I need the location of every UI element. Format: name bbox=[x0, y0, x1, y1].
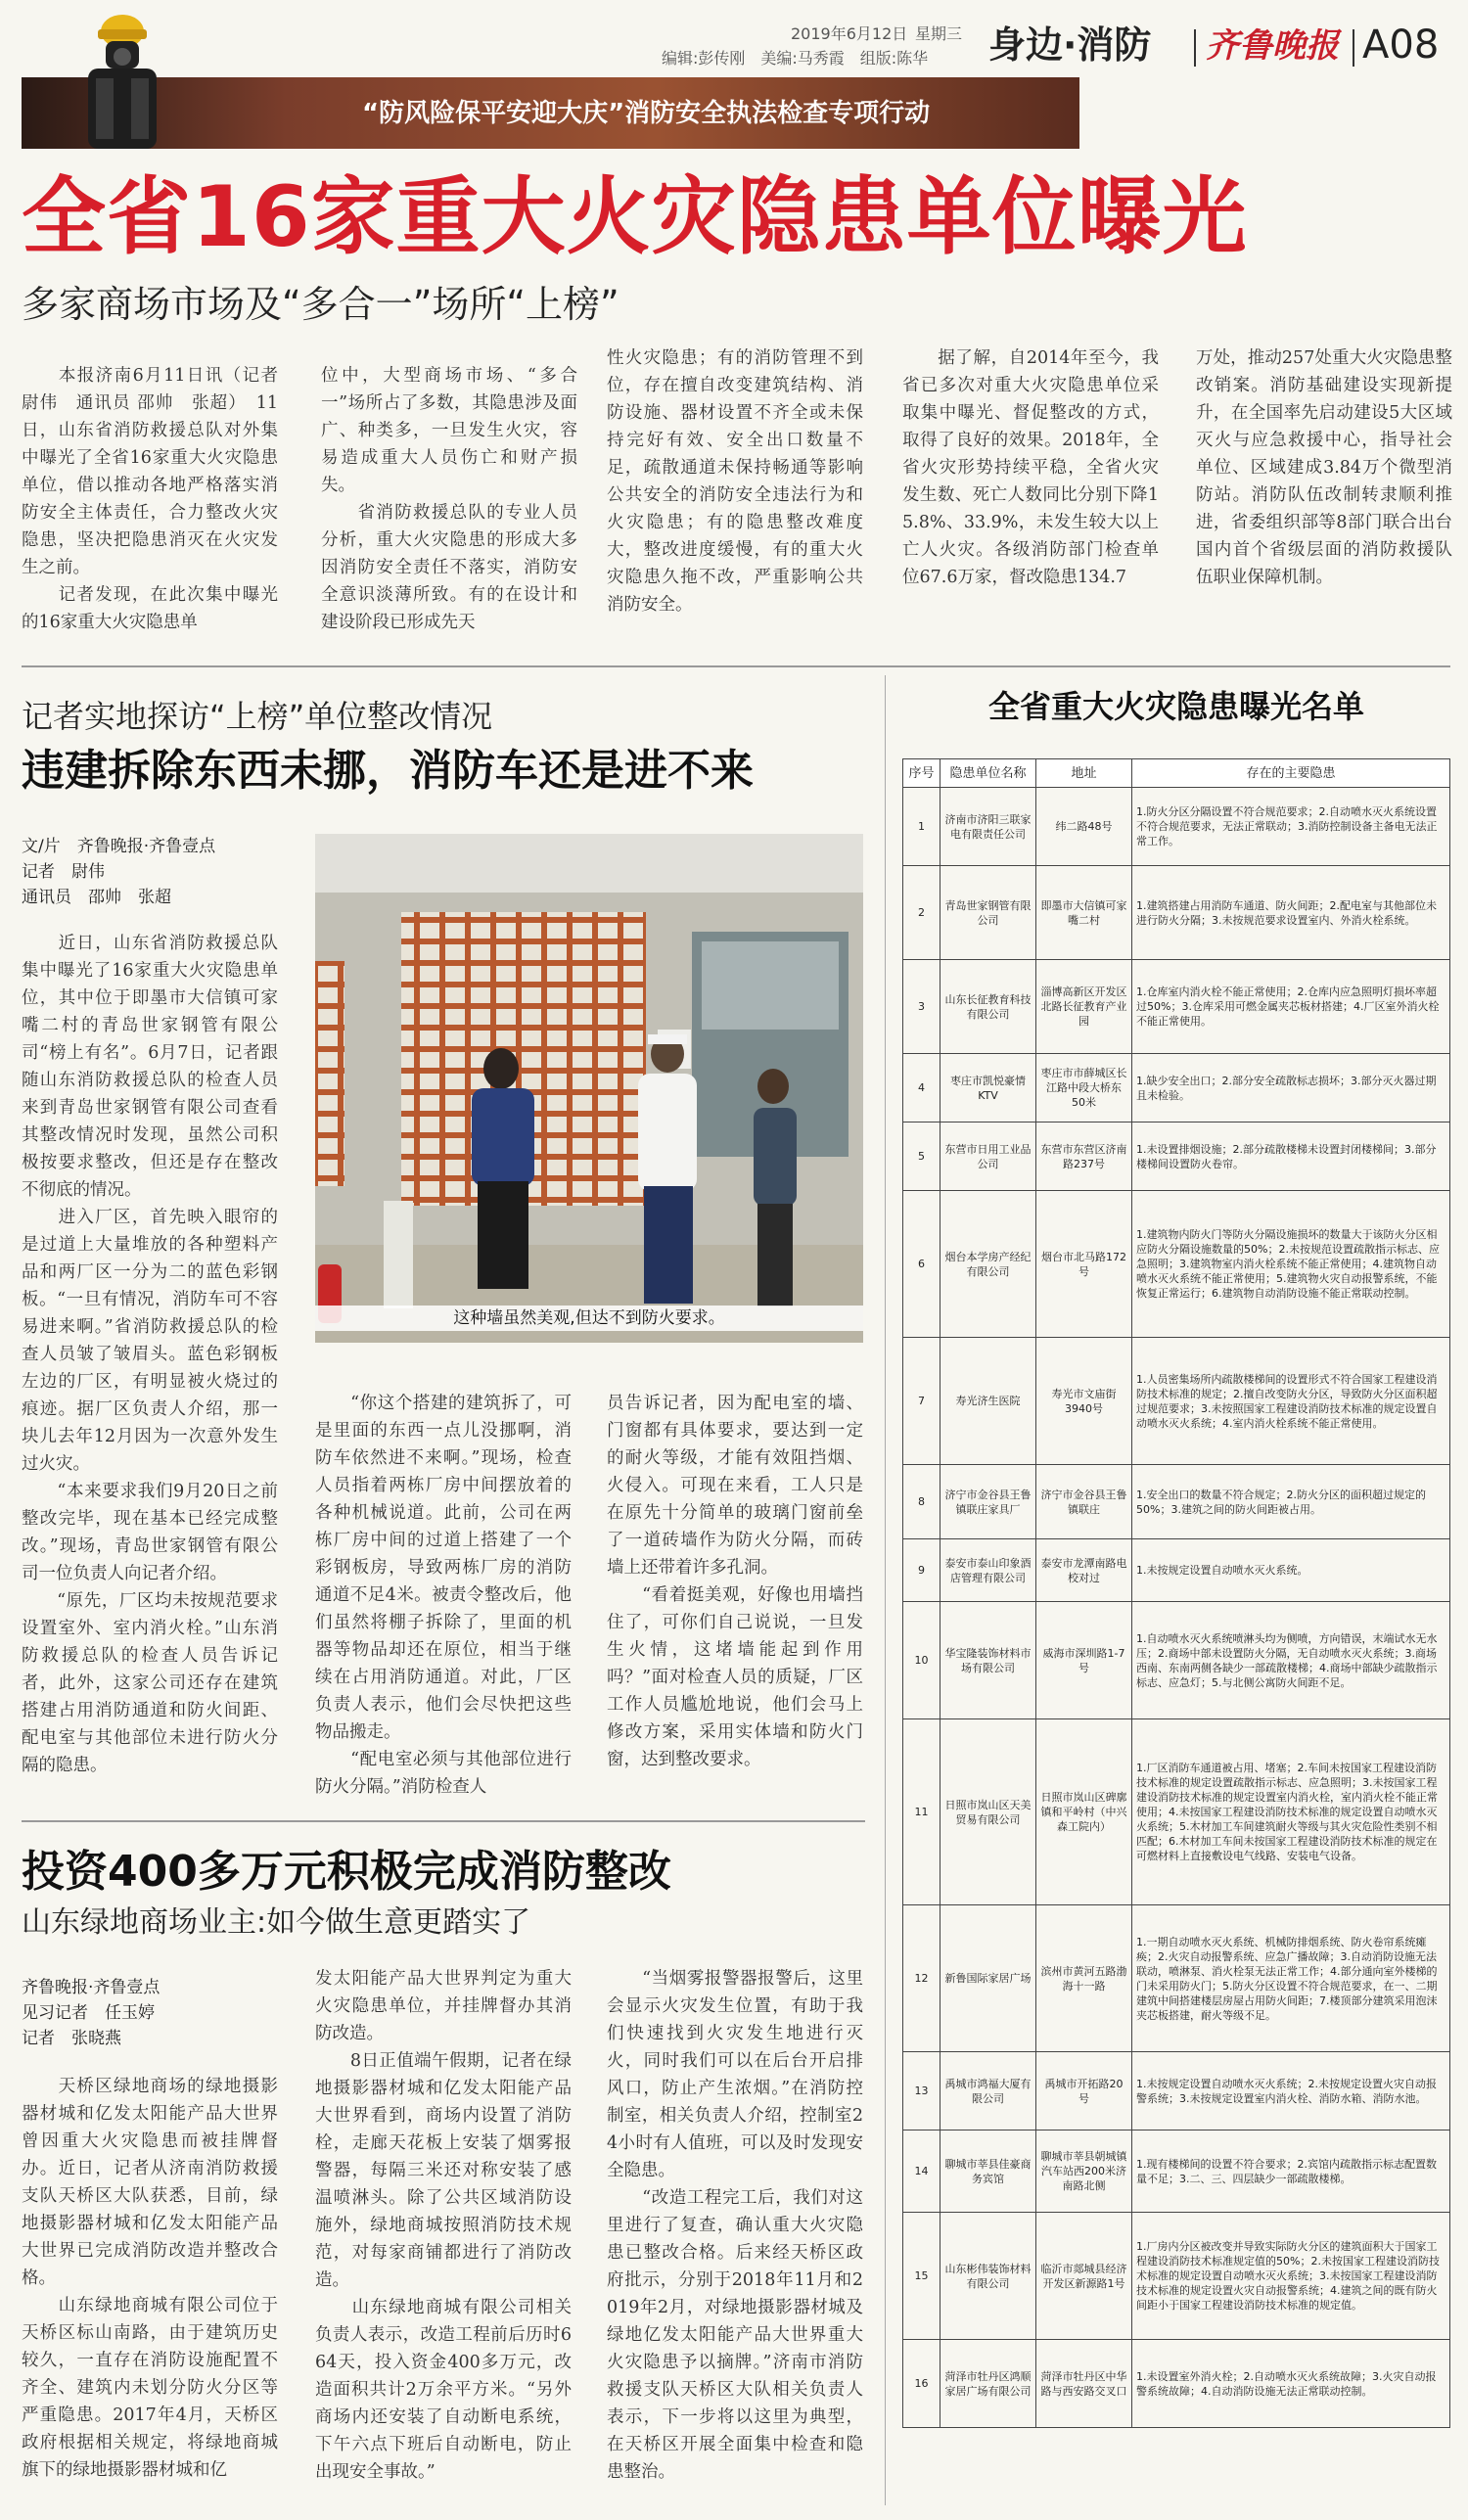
cell-hazards: 1.现有楼梯间的设置不符合要求；2.宾馆内疏散指示标志配置数量不足；3.二、三、四层缺少一部疏散楼梯。 bbox=[1132, 2131, 1450, 2213]
cell-address: 泰安市龙潭南路电校对过 bbox=[1036, 1539, 1132, 1602]
story1-headline: 违建拆除东西未挪，消防车还是进不来 bbox=[22, 746, 754, 796]
story1-byline bbox=[22, 834, 305, 910]
cell-hazards: 1.厂房内分区被改变并导致实际防火分区的建筑面积大于国家工程建设消防技术标准规定值的50%；2.未按国家工程建设消防技术标准的规定设置自动喷水灭火系统；3.未按国家工程建设消防技术标准的规定设置火灾自动报警系统；4.建筑之间的既有防火间距小于国家工程建设消防技术标准的规定值。 bbox=[1132, 2213, 1450, 2340]
cell-unit: 东营市日用工业品公司 bbox=[940, 1123, 1036, 1191]
lead-column-5: 万处，推动257处重大火灾隐患整改销案。消防基础建设实现新提升，在全国率先启动建设5大区域灭火与应急救援中心，指导社会单位、区域建成3.84万个微型消防站。消防队伍改制转隶顺利推进，省委组织部等8部门联合出台国内首个省级层面的消防救援队伍职业保障机制。 bbox=[1196, 348, 1452, 587]
cell-address: 日照市岚山区碑廓镇和平岭村（中兴森工院内） bbox=[1036, 1719, 1132, 1905]
cell-unit: 菏泽市牡丹区鸿顺家居广场有限公司 bbox=[940, 2340, 1036, 2428]
table-row bbox=[903, 2213, 1450, 2340]
cell-address: 东营市东营区济南路237号 bbox=[1036, 1123, 1132, 1191]
cell-unit: 日照市岚山区天美贸易有限公司 bbox=[940, 1719, 1036, 1905]
cell-unit: 华宝隆装饰材料市场有限公司 bbox=[940, 1602, 1036, 1719]
byline-line: 见习记者 任玉婷 bbox=[22, 2003, 155, 2023]
cell-index: 16 bbox=[903, 2340, 940, 2428]
paper-logo: 齐鲁晚报 bbox=[1206, 26, 1339, 66]
cell-address: 聊城市莘县朝城镇汽车站西200米济南路北侧 bbox=[1036, 2131, 1132, 2213]
cell-index: 2 bbox=[903, 866, 940, 960]
column-header: 存在的主要隐患 bbox=[1132, 759, 1450, 788]
issue-date: 2019年6月12日 bbox=[791, 24, 908, 43]
table-row bbox=[903, 2340, 1450, 2428]
hazard-table bbox=[902, 758, 1450, 2428]
cell-unit: 泰安市泰山印象酒店管理有限公司 bbox=[940, 1539, 1036, 1602]
lead-headline: 全省16家重大火灾隐患单位曝光 bbox=[22, 168, 1248, 266]
story2-column-1: 天桥区绿地商场的绿地摄影器材城和亿发太阳能产品大世界曾因重大火灾隐患而被挂牌督办。近日，记者从济南消防救援支队天桥区大队获悉，目前，绿地摄影器材城和亿发太阳能产品大世界已完成消防改造并整改合格。 山东绿地商城有限公司位于天桥区标山南路，由于建筑历史较久，一直存在消防设施配置不齐全、建筑内未划分防火分区等严重隐患。2017年4月，天桥区政府根据相关规定，将绿地商城旗下的绿地摄影器材城和亿 bbox=[22, 2077, 278, 2480]
cell-index: 14 bbox=[903, 2131, 940, 2213]
story2-subhead: 山东绿地商场业主:如今做生意更踏实了 bbox=[22, 1905, 531, 1940]
firefighter-illustration bbox=[69, 8, 176, 149]
cell-unit: 聊城市莘县佳豪商务宾馆 bbox=[940, 2131, 1036, 2213]
cell-index: 13 bbox=[903, 2052, 940, 2131]
cell-index: 3 bbox=[903, 960, 940, 1054]
cell-address: 济宁市金谷县王鲁镇联庄 bbox=[1036, 1465, 1132, 1539]
table-row bbox=[903, 788, 1450, 866]
story1-column-2: “你这个搭建的建筑拆了，可是里面的东西一点儿没挪啊，消防车依然进不来啊。”现场，检查人员指着两栋厂房中间摆放着的各种机械说道。此前，公司在两栋厂房中间的过道上搭建了一个彩钢板房，导致两栋厂房的消防通道不足4米。被责令整改后，他们虽然将棚子拆除了，里面的机器等物品却还在原位，相当于继续在占用消防通道。对此，厂区负责人表示，他们会尽快把这些物品搬走。 “配电室必须与其他部位进行防火分隔。”消防检查人 bbox=[315, 1394, 572, 1797]
cell-unit: 济宁市金谷县王鲁镇联庄家具厂 bbox=[940, 1465, 1036, 1539]
cell-address: 烟台市北马路172号 bbox=[1036, 1191, 1132, 1338]
cell-index: 15 bbox=[903, 2213, 940, 2340]
cell-unit: 济南市济阳三联家电有限责任公司 bbox=[940, 788, 1036, 866]
story2-headline: 投资400多万元积极完成消防整改 bbox=[22, 1847, 671, 1897]
cell-address: 菏泽市牡丹区中华路与西安路交叉口 bbox=[1036, 2340, 1132, 2428]
table-row bbox=[903, 1054, 1450, 1123]
cell-hazards: 1.未设置室外消火栓；2.自动喷水灭火系统故障；3.火灾自动报警系统故障；4.自动消防设施无法正常联动控制。 bbox=[1132, 2340, 1450, 2428]
cell-index: 12 bbox=[903, 1905, 940, 2052]
cell-address: 禹城市开拓路20号 bbox=[1036, 2052, 1132, 2131]
table-row bbox=[903, 1539, 1450, 1602]
cell-hazards: 1.未按规定设置自动喷水灭火系统。 bbox=[1132, 1539, 1450, 1602]
issue-weekday: 星期三 bbox=[915, 24, 963, 43]
section-name: 身边·消防 bbox=[988, 23, 1152, 67]
cell-index: 7 bbox=[903, 1338, 940, 1465]
cell-index: 8 bbox=[903, 1465, 940, 1539]
cell-unit: 青岛世家钢管有限公司 bbox=[940, 866, 1036, 960]
story1-photo bbox=[315, 834, 863, 1343]
cell-hazards: 1.未按规定设置自动喷水灭火系统；2.未按规定设置火灾自动报警系统；3.未按规定设置室内消火栓、消防水箱、消防水池。 bbox=[1132, 2052, 1450, 2131]
header-banner-text: “防风险保平安迎大庆”消防安全执法检查专项行动 bbox=[362, 99, 931, 128]
cell-index: 1 bbox=[903, 788, 940, 866]
section-divider bbox=[22, 665, 1450, 667]
lead-column-3: 性火灾隐患；有的消防管理不到位，存在擅自改变建筑结构、消防设施、器材设置不齐全或未保持完好有效、安全出口数量不足，疏散通道未保持畅通等影响公共安全的消防安全违法行为和火灾隐患；有的隐患整改难度大，整改进度缓慢，有的重大火灾隐患久拖不改，严重影响公共消防安全。 bbox=[607, 348, 863, 615]
column-header: 地址 bbox=[1036, 759, 1132, 788]
cell-address: 滨州市黄河五路渤海十一路 bbox=[1036, 1905, 1132, 2052]
cell-unit: 山东彬伟装饰材料有限公司 bbox=[940, 2213, 1036, 2340]
cell-hazards: 1.厂区消防车通道被占用、堵塞；2.车间未按国家工程建设消防技术标准的规定设置疏散指示标志、应急照明；3.未按国家工程建设消防技术标准的规定设置室内消火栓，室内消火栓不能正常使用；4.未按国家工程建设消防技术标准的规定设置自动喷水灭火系统；5.木材加工车间建筑耐火等级与其火灾危险性类别不相匹配；6.木材加工车间未按国家工程建设消防技术标准的规定在可燃材料上直接敷设电气线路、安装电气设备。 bbox=[1132, 1719, 1450, 1905]
cell-index: 6 bbox=[903, 1191, 940, 1338]
story1-column-3: 员告诉记者，因为配电室的墙、门窗都有具体要求，要达到一定的耐火等级，才能有效阻挡烟、火侵入。可现在来看，工人只是在原先十分简单的玻璃门窗前垒了一道砖墙作为防火分隔，而砖墙上还带着许多孔洞。 “看着挺美观，好像也用墙挡住了，可你们自己说说，一旦发生火情，这堵墙能起到作用吗？”面对检查人员的质疑，厂区工作人员尴尬地说，他们会马上修改方案，采用实体墙和防火门窗，达到整改要求。 bbox=[607, 1394, 863, 1769]
hazard-table-container bbox=[902, 758, 1450, 2428]
byline-line: 通讯员 邵帅 张超 bbox=[22, 888, 171, 907]
byline-line: 记者 尉伟 bbox=[22, 862, 105, 882]
column-header: 序号 bbox=[903, 759, 940, 788]
cell-hazards: 1.缺少安全出口；2.部分安全疏散标志损坏；3.部分灭火器过期且未检验。 bbox=[1132, 1054, 1450, 1123]
byline-line: 文/片 齐鲁晚报·齐鲁壹点 bbox=[22, 837, 216, 856]
cell-hazards: 1.建筑搭建占用消防车通道、防火间距；2.配电室与其他部位未进行防火分隔；3.未按规范要求设置室内、外消火栓系统。 bbox=[1132, 866, 1450, 960]
header-divider bbox=[1353, 29, 1354, 67]
table-row bbox=[903, 1719, 1450, 1905]
column-divider bbox=[885, 675, 886, 2505]
page-number: A08 bbox=[1362, 23, 1440, 68]
cell-address: 淄博高新区开发区北路长征教育产业园 bbox=[1036, 960, 1132, 1054]
story2-column-2: 发太阳能产品大世界判定为重大火灾隐患单位，并挂牌督办其消防改造。 8日正值端午假期，记者在绿地摄影器材城和亿发太阳能产品大世界看到，商场内设置了消防栓，走廊天花板上安装了烟雾报警器，每隔三米还对称安装了感温喷淋头。除了公共区域消防设施外，绿地商城按照消防技术规范，对每家商铺都进行了消防改造。 山东绿地商城有限公司相关负责人表示，改造工程前后历时664天，投入资金400多万元，改造面积共计2万余平方米。“另外商场内还安装了自动断电系统，下午六点下班后自动断电，防止出现安全事故。” bbox=[315, 1969, 572, 2482]
table-row bbox=[903, 960, 1450, 1054]
table-row bbox=[903, 1602, 1450, 1719]
cell-hazards: 1.安全出口的数量不符合规定；2.防火分区的面积超过规定的50%；3.建筑之间的防火间距被占用。 bbox=[1132, 1465, 1450, 1539]
table-row bbox=[903, 1465, 1450, 1539]
header-divider bbox=[1194, 29, 1196, 67]
story2-byline bbox=[22, 1975, 278, 2051]
cell-index: 4 bbox=[903, 1054, 940, 1123]
cell-unit: 枣庄市凯悦豪情KTV bbox=[940, 1054, 1036, 1123]
cell-address: 即墨市大信镇可家嘴二村 bbox=[1036, 866, 1132, 960]
table-row bbox=[903, 866, 1450, 960]
cell-index: 10 bbox=[903, 1602, 940, 1719]
cell-address: 寿光市文庙街3940号 bbox=[1036, 1338, 1132, 1465]
section-divider bbox=[22, 1820, 865, 1822]
column-header: 隐患单位名称 bbox=[940, 759, 1036, 788]
lead-column-1: 本报济南6月11日讯（记者 尉伟 通讯员 邵帅 张超） 11日，山东省消防救援总队对外集中曝光了全省16家重大火灾隐患单位，借以推动各地严格落实消防安全主体责任，合力整改火灾隐患，坚决把隐患消灭在火灾发生之前。 记者发现，在此次集中曝光的16家重大火灾隐患单 bbox=[22, 366, 278, 632]
cell-unit: 烟台本学房产经纪有限公司 bbox=[940, 1191, 1036, 1338]
table-row bbox=[903, 1905, 1450, 2052]
cell-unit: 禹城市鸿福大厦有限公司 bbox=[940, 2052, 1036, 2131]
cell-hazards: 1.一期自动喷水灭火系统、机械防排烟系统、防火卷帘系统瘫痪；2.火灾自动报警系统、应急广播故障；3.自动消防设施无法联动，喷淋泵、消火栓泵无法正常工作；4.部分通向室外楼梯的门未采用防火门；5.防火分区设置不符合规范要求，在一、二期建筑中间搭建楼层房屋占用防火间距；7.楼顶部分建筑采用泡沫夹芯板搭建，耐火等级不足。 bbox=[1132, 1905, 1450, 2052]
cell-unit: 山东长征教育科技有限公司 bbox=[940, 960, 1036, 1054]
table-title: 全省重大火灾隐患曝光名单 bbox=[987, 688, 1364, 725]
cell-unit: 新鲁国际家居广场 bbox=[940, 1905, 1036, 2052]
cell-hazards: 1.防火分区分隔设置不符合规范要求；2.自动喷水灭火系统设置不符合规范要求，无法正常联动；3.消防控制设备主备电无法正常工作。 bbox=[1132, 788, 1450, 866]
table-row bbox=[903, 1123, 1450, 1191]
cell-hazards: 1.人员密集场所内疏散楼梯间的设置形式不符合国家工程建设消防技术标准的规定；2.擅自改变防火分区，导致防火分区面积超过规范要求；3.未按照国家工程建设消防技术标准的规定设置自动喷水灭火系统；4.室内消火栓系统不能正常使用。 bbox=[1132, 1338, 1450, 1465]
lead-subhead: 多家商场市场及“多合一”场所“上榜” bbox=[22, 283, 619, 326]
lead-column-2: 位中，大型商场市场、“多合一”场所占了多数，其隐患涉及面广、种类多，一旦发生火灾，容易造成重大人员伤亡和财产损失。 省消防救援总队的专业人员分析，重大火灾隐患的形成大多因消防安全责任不落实，消防安全意识淡薄所致。有的在设计和建设阶段已形成先天 bbox=[321, 366, 577, 632]
story1-column-1: 近日，山东省消防救援总队集中曝光了16家重大火灾隐患单位，其中位于即墨市大信镇可家嘴二村的青岛世家钢管有限公司“榜上有名”。6月7日，记者跟随山东消防救援总队的检查人员来到青岛世家钢管有限公司查看其整改情况时发现，虽然公司积极按要求整改，但还是存在整改不彻底的情况。 进入厂区，首先映入眼帘的是过道上大量堆放的各种塑料产品和两厂区一分为二的蓝色彩钢板。“一旦有情况，消防车可不容易进来啊。”省消防救援总队的检查人员皱了皱眉头。蓝色彩钢板左边的厂区，有明显被火烧过的痕迹。据厂区负责人介绍，那一块儿去年12月因为一次意外发生过火灾。 “本来要求我们9月20日之前整改完毕，现在基本已经完成整改。”现场，青岛世家钢管有限公司一位负责人向记者介绍。 “原先，厂区均未按规范要求设置室外、室内消火栓。”山东消防救援总队的检查人员告诉记者，此外，这家公司还存在建筑搭建占用消防通道和防火间距、配电室与其他部位未进行防火分隔的隐患。 bbox=[22, 934, 278, 1775]
cell-index: 5 bbox=[903, 1123, 940, 1191]
cell-address: 临沂市郯城县经济开发区新源路1号 bbox=[1036, 2213, 1132, 2340]
story1-kicker: 记者实地探访“上榜”单位整改情况 bbox=[22, 698, 493, 735]
lead-column-4: 据了解，自2014年至今，我省已多次对重大火灾隐患单位采取集中曝光、督促整改的方式，取得了良好的效果。2018年，全省火灾形势持续平稳，全省火灾发生数、死亡人数同比分别下降15.8%、33.9%，未发生较大以上亡人火灾。各级消防部门检查单位67.6万家，督改隐患134.7 bbox=[902, 348, 1159, 587]
cell-hazards: 1.未设置排烟设施；2.部分疏散楼梯未设置封闭楼梯间；3.部分楼梯间设置防火卷帘。 bbox=[1132, 1123, 1450, 1191]
story2-column-3: “当烟雾报警器报警后，这里会显示火灾发生位置，有助于我们快速找到火灾发生地进行灭火，同时我们可以在后台开启排风口，防止产生浓烟。”在消防控制室，相关负责人介绍，控制室24小时有人值班，可以及时发现安全隐患。 “改造工程完工后，我们对这里进行了复查，确认重大火灾隐患已整改合格。后来经天桥区政府批示，分别于2018年11月和2019年2月，对绿地摄影器材城及绿地亿发太阳能产品大世界重大火灾隐患予以摘牌。”济南市消防救援支队天桥区大队相关负责人表示，下一步将以这里为典型，在天桥区开展全面集中检查和隐患整治。 bbox=[607, 1969, 863, 2482]
byline-line: 齐鲁晚报·齐鲁壹点 bbox=[22, 1978, 161, 1997]
cell-hazards: 1.仓库室内消火栓不能正常使用；2.仓库内应急照明灯损坏率超过50%；3.仓库采用可燃金属夹芯板材搭建；4.厂区室外消火栓不能正常使用。 bbox=[1132, 960, 1450, 1054]
table-row bbox=[903, 2131, 1450, 2213]
cell-address: 纬二路48号 bbox=[1036, 788, 1132, 866]
cell-index: 9 bbox=[903, 1539, 940, 1602]
editor-credits: 编辑:彭传刚 美编:马秀霞 组版:陈华 bbox=[662, 49, 929, 68]
cell-index: 11 bbox=[903, 1719, 940, 1905]
table-row bbox=[903, 2052, 1450, 2131]
byline-line: 记者 张晓燕 bbox=[22, 2029, 121, 2048]
table-row bbox=[903, 1338, 1450, 1465]
table-row bbox=[903, 1191, 1450, 1338]
cell-address: 枣庄市市薛城区长江路中段大桥东50米 bbox=[1036, 1054, 1132, 1123]
cell-hazards: 1.自动喷水灭火系统喷淋头均为侧喷，方向错误，末端试水无水压；2.商场中部未设置防火分隔，无自动喷水灭火系统；3.商场西南、东南两侧各缺少一部疏散楼梯；4.商场中部缺少疏散指示标志、应急灯；5.与北侧公寓防火间距不足。 bbox=[1132, 1602, 1450, 1719]
cell-unit: 寿光济生医院 bbox=[940, 1338, 1036, 1465]
cell-hazards: 1.建筑物内防火门等防火分隔设施损坏的数量大于该防火分区相应防火分隔设施数量的50%；2.未按规范设置疏散指示标志、应急照明；3.建筑物室内消火栓系统不能正常使用；4.建筑物自动喷水灭火系统不能正常使用；5.建筑物火灾自动报警系统，不能恢复正常运行；6.建筑物自动消防设施不能正常联动控制。 bbox=[1132, 1191, 1450, 1338]
table-header-row bbox=[903, 759, 1450, 788]
photo-caption: 这种墙虽然美观,但达不到防火要求。 bbox=[315, 1306, 863, 1331]
cell-address: 威海市深圳路1-7号 bbox=[1036, 1602, 1132, 1719]
